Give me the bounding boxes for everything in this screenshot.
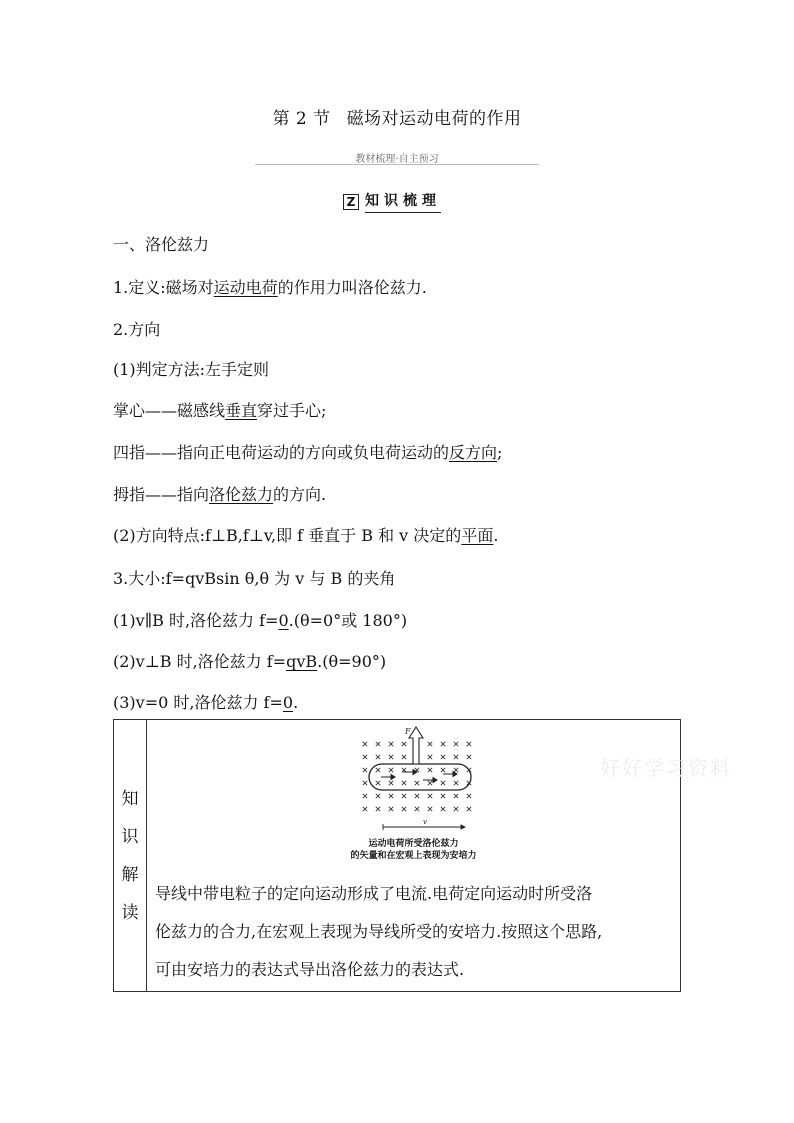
text: (2)方向特点:f⊥B,f⊥v,即 f 垂直于 B 和 v 决定的 [113, 526, 462, 545]
answer-blank: 洛伦兹力 [209, 485, 274, 504]
section-header [343, 190, 441, 213]
answer-blank: qvB [286, 652, 318, 671]
velocity-label: v [423, 818, 427, 826]
answer-blank: 0 [282, 693, 294, 712]
text: 穿过手心; [257, 401, 327, 420]
text: . [293, 693, 299, 712]
heading-lorentz: 一、洛伦兹力 [113, 235, 210, 254]
definition-line [113, 275, 427, 298]
answer-blank: 垂直 [225, 401, 258, 420]
text: 的方向. [273, 485, 327, 504]
text: .(θ=0°或 180°) [288, 611, 408, 630]
answer-blank: 0 [278, 611, 289, 630]
answer-blank: 反方向 [449, 443, 498, 462]
section-number: 第 2 节 [272, 109, 331, 129]
subtitle-divider [255, 164, 539, 165]
z-icon: Z [343, 194, 359, 210]
direction-method: (1)判定方法:左手定则 [113, 360, 270, 379]
force-label: F [405, 727, 411, 736]
knowledge-box-label [114, 720, 147, 992]
direction-feature [113, 523, 498, 546]
section-label: 知识梳理 [365, 190, 441, 213]
watermark: 好好学习资料 [600, 756, 732, 780]
magnetic-field-diagram [357, 724, 487, 836]
text: .(θ=90°) [317, 652, 387, 671]
explanation-text [147, 875, 680, 989]
explanation-line: 伦兹力的合力,在宏观上表现为导线所受的安培力.按照这个思路, [155, 922, 603, 941]
size-zero-velocity [113, 690, 298, 713]
text: . [493, 526, 499, 545]
text: 掌心——磁感线 [113, 401, 226, 420]
thumb-line [113, 482, 326, 505]
fingers-line [113, 440, 502, 463]
size-parallel [113, 608, 407, 631]
wire-figure [147, 720, 680, 875]
text: (3)v=0 时,洛伦兹力 f= [113, 693, 283, 712]
text: (2)v⊥B 时,洛伦兹力 f= [113, 652, 287, 671]
answer-blank: 平面 [461, 526, 494, 545]
text: 四指——指向正电荷运动的方向或负电荷运动的 [113, 443, 450, 462]
section-name: 磁场对运动电荷的作用 [346, 109, 522, 129]
explanation-line: 导线中带电粒子的定向运动形成了电流.电荷定向运动时所受洛 [155, 884, 593, 903]
explanation-line: 可由安培力的表达式导出洛伦兹力的表达式. [155, 960, 465, 979]
label-char: 知 [121, 788, 139, 809]
label-char: 识 [121, 826, 139, 847]
text: ; [497, 443, 503, 462]
label-char: 解 [121, 864, 139, 885]
force-arrow [409, 727, 423, 764]
text: 的作用力叫洛伦兹力. [277, 278, 427, 297]
size-perpendicular [113, 649, 386, 672]
knowledge-box [113, 719, 681, 992]
direction-title: 2.方向 [113, 320, 161, 339]
palm-line [113, 398, 326, 421]
size-title: 3.大小:f=qvBsin θ,θ 为 v 与 B 的夹角 [113, 569, 396, 588]
text: 1.定义:磁场对 [113, 278, 214, 297]
answer-blank: 运动电荷 [213, 278, 278, 297]
page-title [0, 104, 794, 129]
figure-caption-2: 的矢量和在宏观上表现为安培力 [350, 851, 477, 861]
text: (1)v∥B 时,洛伦兹力 f= [113, 611, 279, 630]
figure-caption-1: 运动电荷所受洛伦兹力 [368, 839, 459, 849]
page-subtitle: 教材梳理·自主预习 [355, 154, 439, 165]
label-char: 读 [121, 902, 139, 923]
text: 拇指——指向 [113, 485, 210, 504]
